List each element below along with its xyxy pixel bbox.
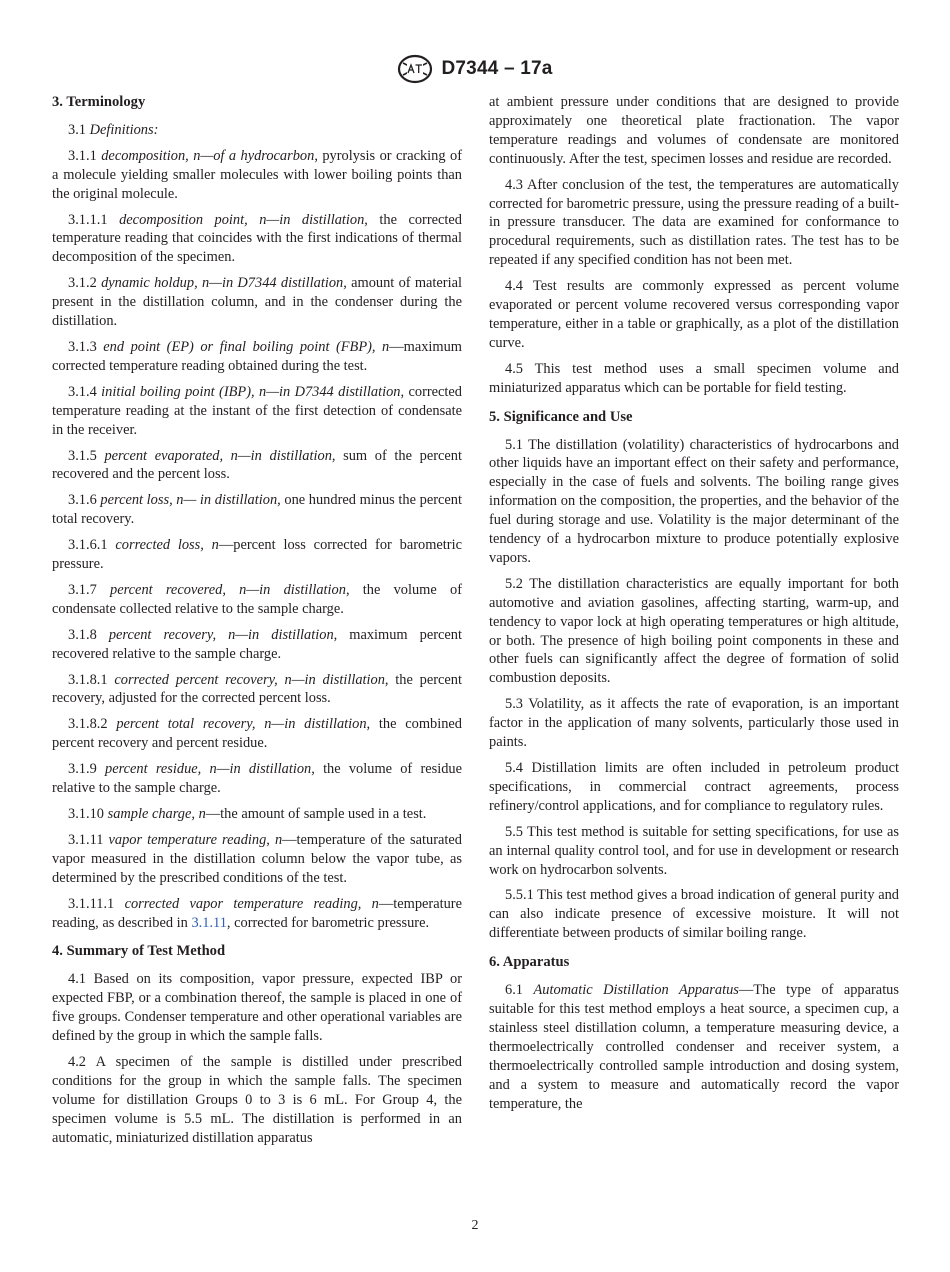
para-3-1-3: 3.1.3 end point (EP) or final boiling point (FBP), n—maximum corrected temperature reading obtained during the test. (52, 338, 462, 374)
para-4-2-continued: at ambient pressure under conditions that are designed to provide approximately one theoretical plate fractionation. The vapor temperature readings and volumes of condensate are monitored continuously. After the test, specimen losses and residue are recorded. (489, 94, 899, 167)
para-3-1-11-1: 3.1.11.1 corrected vapor temperature reading, n—temperature reading, as described in 3.1.11, corrected for barometric pressure. (52, 895, 462, 931)
cross-reference-link[interactable]: 3.1.11 (191, 914, 227, 931)
para-3-1-11: 3.1.11 vapor temperature reading, n—temperature of the saturated vapor measured in the distillation column below the vapor tube, as determined by the prescribed conditions of the test. (52, 831, 462, 886)
para-3-1: 3.1 Definitions: (68, 121, 159, 138)
para-3-1-5: 3.1.5 percent evaporated, n—in distillation, sum of the percent recovered and the percent loss. (52, 447, 462, 483)
para-3-1-9: 3.1.9 percent residue, n—in distillation, the volume of residue relative to the sample charge. (52, 761, 462, 797)
para-4-3: 4.3 After conclusion of the test, the temperatures are automatically corrected for barometric pressure, using the pressure reading of a built-in pressure transducer. The data are examined for conformance to procedural requirements, such as distillation rates. The test has to be repeated if any specified condition has not been met. (489, 176, 899, 269)
para-5-2: 5.2 The distillation characteristics are equally important for both automotive and aviation gasolines, affecting starting, warm-up, and tendency to vapor lock at high operating temperatures or high altitude, or both. The presence of high boiling point components in these and other fuels can significantly affect the degree of formation of solid combustion deposits. (489, 575, 899, 687)
para-5-5-1: 5.5.1 This test method gives a broad indication of general purity and can also indicate presence of excessive moisture. It will not differentiate between products of similar boiling range. (489, 887, 899, 942)
para-4-2: 4.2 A specimen of the sample is distilled under prescribed conditions for the group in which the sample falls. The specimen volume for distillation Groups 0 to 3 is 6 mL. For Group 4, the specimen volume is 5.5 mL. The distillation is performed in an automatic, miniaturized distillation apparatus (52, 1053, 462, 1146)
para-3-1-8-2: 3.1.8.2 percent total recovery, n—in distillation, the combined percent recovery and percent residue. (52, 716, 462, 752)
para-3-1-8: 3.1.8 percent recovery, n—in distillation, maximum percent recovered relative to the sample charge. (52, 626, 462, 662)
left-column (52, 93, 462, 1155)
para-3-1-7: 3.1.7 percent recovered, n—in distillation, the volume of condensate collected relative to the sample charge. (52, 581, 462, 617)
section-6-heading: 6. Apparatus (489, 954, 570, 971)
para-3-1-10: 3.1.10 sample charge, n—the amount of sample used in a test. (68, 806, 427, 822)
para-3-1-2: 3.1.2 dynamic holdup, n—in D7344 distillation, amount of material present in the distillation column, and in the condenser during the distillation. (52, 275, 462, 330)
section-4-heading: 4. Summary of Test Method (52, 943, 226, 960)
para-3-1-4: 3.1.4 initial boiling point (IBP), n—in D7344 distillation, corrected temperature reading at the instant of the first detection of condensate in the receiver. (52, 383, 463, 438)
para-3-1-1: 3.1.1 decomposition, n—of a hydrocarbon, pyrolysis or cracking of a molecule yielding smaller molecules with lower boiling points than the original molecule. (52, 147, 462, 202)
para-3-1-1-1: 3.1.1.1 decomposition point, n—in distillation, the corrected temperature reading that coincides with the first indications of thermal decomposition of the specimen. (52, 211, 462, 266)
para-4-5: 4.5 This test method uses a small specimen volume and miniaturized apparatus which can be portable for field testing. (489, 360, 899, 396)
page-number: 2 (471, 1218, 479, 1233)
para-3-1-6-1: 3.1.6.1 corrected loss, n—percent loss corrected for barometric pressure. (52, 537, 462, 573)
right-column (489, 93, 899, 1120)
para-5-1: 5.1 The distillation (volatility) characteristics of hydrocarbons and other liquids have an important effect on their safety and performance, especially in the case of fuels and solvents. The boiling range gives information on the composition, the properties, and the behavior of the fuel during storage and use. Volatility is the major determinant of the tendency of a hydrocarbon mixture to produce potentially explosive vapors. (489, 436, 899, 566)
section-3-heading: 3. Terminology (52, 94, 146, 110)
document-designation: D7344 – 17a (441, 58, 553, 79)
page-header (0, 52, 950, 86)
para-5-5: 5.5 This test method is suitable for setting specifications, for use as an internal quality control tool, and for use in development or research work on hydrocarbon solvents. (489, 823, 899, 878)
para-4-1: 4.1 Based on its composition, vapor pressure, expected IBP or expected FBP, or a combination thereof, the sample is placed in one of five groups. Condenser temperature and other operational variables are defined by the group in which the sample falls. (52, 971, 462, 1045)
para-6-1: 6.1 Automatic Distillation Apparatus—The type of apparatus suitable for this test method employs a heat source, a specimen cup, a stainless steel distillation column, a temperature measuring device, a thermoelectrically controlled condenser and receiver system, a thermoelectrically controlled sample introduction and dosing system, and a system to measure and automatically record the vapor temperature, the (489, 982, 899, 1112)
para-3-1-6: 3.1.6 percent loss, n— in distillation, one hundred minus the percent total recovery. (52, 492, 462, 528)
section-5-heading: 5. Significance and Use (489, 408, 633, 425)
para-5-4: 5.4 Distillation limits are often included in petroleum product specifications, in commercial contract agreements, process refinery/control applications, and for compliance to regulatory rules. (489, 760, 899, 814)
para-4-4: 4.4 Test results are commonly expressed as percent volume evaporated or percent volume recovered versus corresponding vapor temperature, either in a table or graphically, as a plot of the distillation curve. (489, 278, 899, 351)
astm-logo-icon (397, 54, 433, 84)
para-5-3: 5.3 Volatility, as it affects the rate of evaporation, is an important factor in the application of many solvents, particularly those used in paints. (489, 696, 899, 751)
para-3-1-8-1: 3.1.8.1 corrected percent recovery, n—in distillation, the percent recovery, adjusted for the corrected percent loss. (52, 671, 463, 707)
